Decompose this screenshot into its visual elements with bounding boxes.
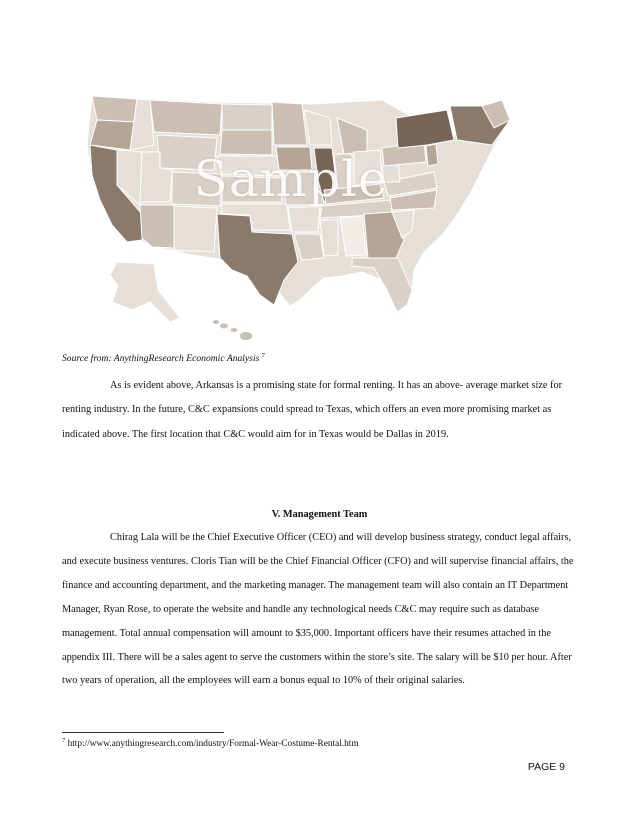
state-hawaii [213, 320, 252, 340]
state-new-mexico [174, 206, 217, 252]
footnote-number: 7 [62, 737, 66, 744]
section-heading: V. Management Team [271, 509, 368, 520]
caption-text: Source from: AnythingResearch Economic Analysis [62, 353, 260, 365]
footnote-url[interactable]: http://www.anythingresearch.com/industry/Formal-Wear-Costume-Rental.htm [65, 739, 359, 750]
state-north-dakota [222, 104, 272, 130]
page-number: PAGE 9 [527, 761, 565, 773]
us-map-graphic [62, 90, 520, 345]
state-montana [150, 100, 222, 135]
state-alaska [110, 262, 180, 322]
state-minnesota [272, 102, 307, 145]
footnote-divider [62, 732, 224, 733]
paragraph-arkansas [62, 374, 577, 447]
us-states-map [62, 90, 520, 345]
caption-footnote-ref: 7 [261, 352, 265, 359]
state-arkansas [288, 207, 320, 232]
map-caption [62, 352, 265, 364]
sample-watermark: Sample [193, 150, 389, 208]
paragraph-management-text: Chirag Lala will be the Chief Executive Officer (CEO) and will develop business strategy, conduct legal affairs, and execute business ventures. Cloris Tian will be the Chief Financial Officer (CFO) and will supervise financial affairs, the finance and accounting department, and the marketing manager. The management team will also contain an IT Department Manager, Ryan Rose, to operate the website and handle any technological needs C&C may require such as database management. Total annual compensation will amount to $35,000. Important officers have their resumes attached in the appendix III. There will be a sales agent to serve the customers within the store’s site. The salary will be $10 per hour. After two years of operation, all the employees will earn a bonus equal to 10% of their original salaries. [62, 532, 574, 687]
paragraph-arkansas-text: As is evident above, Arkansas is a promising state for formal renting. It has an above- average market size for renting industry. In the future, C&C expansions could spread to Texas, which offers an even more promising market as indicated above. The first location that C&C would aim for in Texas would be Dallas in 2019. [62, 380, 563, 440]
state-oregon [90, 120, 134, 150]
paragraph-management [62, 526, 577, 693]
state-washington [92, 96, 137, 122]
footnote [62, 737, 359, 749]
